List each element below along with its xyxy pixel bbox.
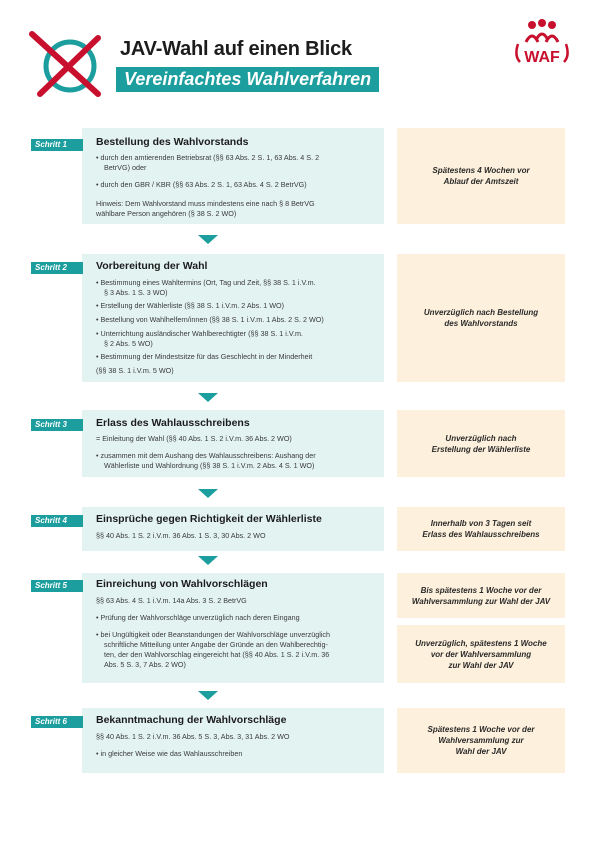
step-1-line: BetrVG) oder [104,163,147,172]
step-5-line: • bei Ungültigkeit oder Beanstandungen der Wahlvorschläge unverzüglich [96,630,330,639]
step-2-line: • Bestellung von Wahlhelfern/innen (§§ 38 S. 1 i.V.m. 1 Abs. 2 S. 2 WO) [96,315,324,324]
step-2-line: § 3 Abs. 1 S. 3 WO) [104,288,168,297]
step-2-line: (§§ 38 S. 1 i.V.m. 5 WO) [96,366,174,375]
step-1-line: • durch den GBR / KBR (§§ 63 Abs. 2 S. 1, 63 Abs. 4 S. 2 BetrVG) [96,180,307,189]
step-3-deadline: Unverzüglich nach Erstellung der Wählerliste [397,410,565,477]
waf-logo-text: WAF [524,49,560,66]
down-arrow-icon [198,556,218,565]
step-6-line: • in gleicher Weise wie das Wahlausschreiben [96,749,243,758]
step-2-line: • Erstellung der Wählerliste (§§ 38 S. 1 i.V.m. 2 Abs. 1 WO) [96,301,285,310]
step-6-deadline: Spätestens 1 Woche vor der Wahlversammlung zur Wahl der JAV [397,708,565,773]
step-2-title: Vorbereitung der Wahl [96,260,208,272]
step-5-deadline-2: Unverzüglich, spätestens 1 Woche vor der Wahlversammlung zur Wahl der JAV [397,625,565,683]
step-3-line: = Einleitung der Wahl (§§ 40 Abs. 1 S. 2 i.V.m. 36 Abs. 2 WO) [96,434,292,443]
step-3-title: Erlass des Wahlausschreibens [96,417,250,429]
step-6-line: §§ 40 Abs. 1 S. 2 i.V.m. 36 Abs. 5 S. 3, Abs. 3, 31 Abs. 2 WO [96,732,290,741]
step-5-line: • Prüfung der Wahlvorschläge unverzüglich nach deren Eingang [96,613,300,622]
step-2-deadline: Unverzüglich nach Bestellung des Wahlvorstands [397,254,565,382]
step-5-title: Einreichung von Wahlvorschlägen [96,578,268,590]
step-4-deadline: Innerhalb von 3 Tagen seit Erlass des Wahlausschreibens [397,507,565,551]
step-1-line: Hinweis: Dem Wahlvorstand muss mindestens eine nach § 8 BetrVG [96,199,315,208]
step-3-line: • zusammen mit dem Aushang des Wahlausschreibens: Aushang der [96,451,316,460]
step-5-line: ten, der den Wahlvorschlag eingereicht hat (§§ 40 Abs. 1 S. 2 i.V.m. 36 [104,650,330,659]
step-1-title: Bestellung des Wahlvorstands [96,136,249,148]
check-cross-logo [26,28,106,100]
down-arrow-icon [198,489,218,498]
step-2-tag: Schritt 2 [31,262,83,274]
step-1-deadline: Spätestens 4 Wochen vor Ablauf der Amtszeit [397,128,565,224]
step-2-line: • Bestimmung der Mindestsitze für das Geschlecht in der Minderheit [96,352,313,361]
step-5-line: §§ 63 Abs. 4 S. 1 i.V.m. 14a Abs. 3 S. 2 BetrVG [96,596,247,605]
page-title: JAV-Wahl auf einen Blick [120,38,352,60]
step-2-line: § 2 Abs. 5 WO) [104,339,153,348]
down-arrow-icon [198,393,218,402]
step-5-tag: Schritt 5 [31,580,83,592]
step-4-tag: Schritt 4 [31,515,83,527]
down-arrow-icon [198,691,218,700]
step-6-title: Bekanntmachung der Wahlvorschläge [96,714,287,726]
page-subtitle: Vereinfachtes Wahlverfahren [116,67,379,92]
step-2-line: • Bestimmung eines Wahltermins (Ort, Tag und Zeit, §§ 38 S. 1 i.V.m. [96,278,316,287]
waf-logo [510,16,574,66]
step-1-line: wählbare Person angehören (§ 38 S. 2 WO) [96,209,237,218]
step-3-line: Wählerliste und Wahlordnung (§§ 38 S. 1 i.V.m. 2 Abs. 4 S. 1 WO) [104,461,315,470]
step-5-deadline: Bis spätestens 1 Woche vor der Wahlversammlung zur Wahl der JAV [397,573,565,618]
step-6-tag: Schritt 6 [31,716,83,728]
step-2-line: • Unterrichtung ausländischer Wahlberechtigter (§§ 38 S. 1 i.V.m. [96,329,303,338]
down-arrow-icon [198,235,218,244]
step-1-line: • durch den amtierenden Betriebsrat (§§ 63 Abs. 2 S. 1, 63 Abs. 4 S. 2 [96,153,320,162]
step-4-line: §§ 40 Abs. 1 S. 2 i.V.m. 36 Abs. 1 S. 3, 30 Abs. 2 WO [96,531,266,540]
step-4-title: Einsprüche gegen Richtigkeit der Wählerliste [96,513,322,525]
step-5-line: Abs. 5 S. 3, 7 Abs. 2 WO) [104,660,186,669]
step-5-line: schriftliche Mitteilung unter Angabe der Gründe an den Wahlberechtig- [104,640,328,649]
step-3-tag: Schritt 3 [31,419,83,431]
step-1-tag: Schritt 1 [31,139,83,151]
